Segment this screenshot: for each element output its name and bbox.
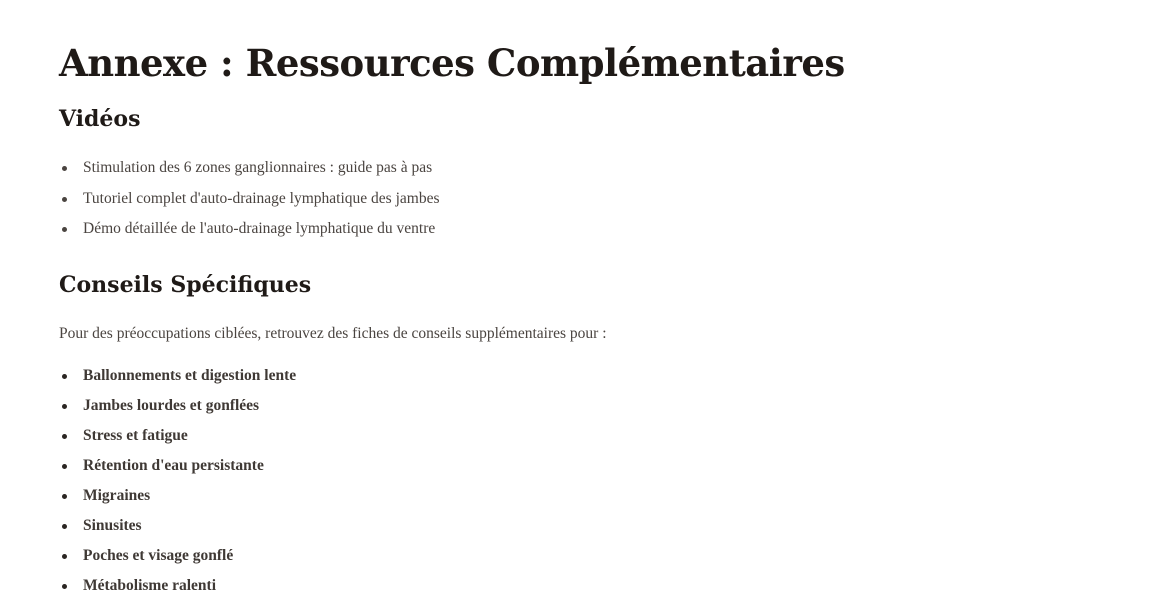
list-item: Rétention d'eau persistante [59, 451, 1172, 481]
list-item: Tutoriel complet d'auto-drainage lymphatique des jambes [59, 184, 1172, 215]
list-item: Jambes lourdes et gonflées [59, 391, 1172, 421]
conseils-list [59, 361, 1172, 601]
list-item: Stress et fatigue [59, 421, 1172, 451]
page-title: Annexe : Ressources Complémentaires [59, 41, 845, 85]
list-item: Migraines [59, 481, 1172, 511]
conseils-intro: Pour des préoccupations ciblées, retrouvez des fiches de conseils supplémentaires pour : [59, 324, 607, 342]
list-item: Métabolisme ralenti [59, 571, 1172, 601]
videos-list [59, 153, 1172, 245]
conseils-heading: Conseils Spécifiques [59, 271, 312, 298]
list-item: Ballonnements et digestion lente [59, 361, 1172, 391]
list-item: Démo détaillée de l'auto-drainage lymphatique du ventre [59, 214, 1172, 245]
list-item: Poches et visage gonflé [59, 541, 1172, 571]
list-item: Stimulation des 6 zones ganglionnaires : guide pas à pas [59, 153, 1172, 184]
list-item: Sinusites [59, 511, 1172, 541]
videos-heading: Vidéos [59, 106, 141, 132]
